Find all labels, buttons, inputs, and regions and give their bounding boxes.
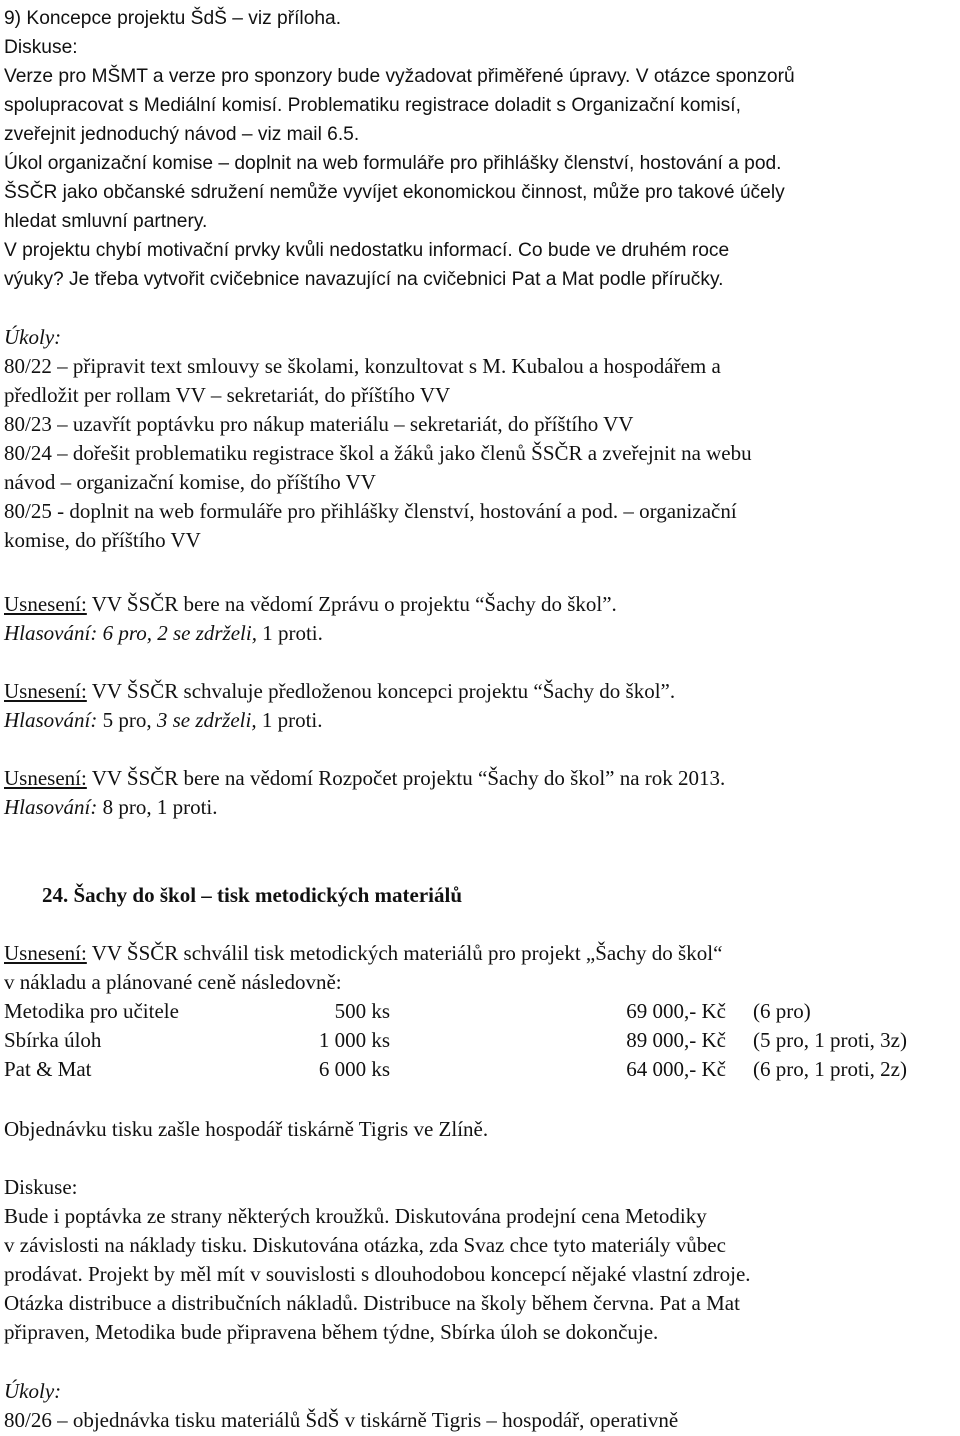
task-line: 80/22 – připravit text smlouvy se školami, konzultovat s M. Kubalou a hospodářem a xyxy=(4,354,721,378)
resolution-text: VV ŠSČR bere na vědomí Rozpočet projektu “Šachy do škol” na rok 2013. xyxy=(86,766,726,790)
resolution xyxy=(4,677,675,706)
resolution-text-cont: v nákladu a plánované ceně následovně: xyxy=(4,970,342,994)
tasks-label: Úkoly: xyxy=(4,1379,62,1403)
vote-italic: 6 pro, 2 se zdrželi, xyxy=(97,621,257,645)
task-line: 80/25 - doplnit na web formuláře pro přihlášky členství, hostování a pod. – organizační xyxy=(4,499,737,523)
discussion-line: Bude i poptávka ze strany některých kroužků. Diskutována prodejní cena Metodiky xyxy=(4,1204,707,1228)
vote-rest: 8 pro, 1 proti. xyxy=(97,795,218,819)
table-cell-price: 64 000,- Kč xyxy=(626,1057,726,1081)
table-cell-item: Pat & Mat xyxy=(4,1057,92,1081)
discussion-line: připraven, Metodika bude připravena během týdne, Sbírka úloh se dokončuje. xyxy=(4,1320,659,1344)
task-line: předložit per rollam VV – sekretariát, do příštího VV xyxy=(4,383,451,407)
discussion-line: Otázka distribuce a distribučních nákladů. Distribuce na školy během června. Pat a Mat xyxy=(4,1291,740,1315)
resolution xyxy=(4,939,722,968)
section-9-heading: 9) Koncepce projektu ŠdŠ – viz příloha. xyxy=(4,8,342,29)
discussion-line: ŠSČR jako občanské sdružení nemůže vyvíjet ekonomickou činnost, může pro takové účely xyxy=(4,182,785,203)
vote xyxy=(4,619,323,648)
discussion-line: V projektu chybí motivační prvky kvůli nedostatku informací. Co bude ve druhém roce xyxy=(4,240,730,261)
discussion-line: Úkol organizační komise – doplnit na web formuláře pro přihlášky členství, hostování a pod. xyxy=(4,153,782,174)
table-cell-item: Sbírka úloh xyxy=(4,1028,102,1052)
vote xyxy=(4,706,323,735)
tasks-label: Úkoly: xyxy=(4,325,62,349)
table-cell-price: 89 000,- Kč xyxy=(626,1028,726,1052)
table-cell-item: Metodika pro učitele xyxy=(4,999,179,1023)
table-cell-vote: (5 pro, 1 proti, 3z) xyxy=(753,1028,907,1052)
discussion-line: zveřejnit jednoduchý návod – viz mail 6.5. xyxy=(4,124,360,145)
discussion-line: prodávat. Projekt by měl mít v souvislosti s dlouhodobou koncepcí nějaké vlastní zdroje. xyxy=(4,1262,751,1286)
discussion-label: Diskuse: xyxy=(4,37,78,58)
table-cell-price: 69 000,- Kč xyxy=(626,999,726,1023)
order-note: Objednávku tisku zašle hospodář tiskárně Tigris ve Zlíně. xyxy=(4,1117,489,1141)
resolution xyxy=(4,590,617,619)
table-cell-qty: 1 000 ks xyxy=(318,1028,390,1052)
table-cell-qty: 500 ks xyxy=(334,999,390,1023)
vote-label: Hlasování: xyxy=(4,708,98,732)
discussion-line: hledat smluvní partnery. xyxy=(4,211,208,232)
discussion-line: výuky? Je třeba vytvořit cvičebnice navazující na cvičebnici Pat a Mat podle příručky. xyxy=(4,269,724,290)
discussion-line: Verze pro MŠMT a verze pro sponzory bude vyžadovat přiměřené úpravy. V otázce sponzorů xyxy=(4,66,795,87)
resolution-label: Usnesení: xyxy=(4,941,87,965)
task-line: 80/24 – dořešit problematiku registrace škol a žáků jako členů ŠSČR a zveřejnit na webu xyxy=(4,441,752,465)
table-cell-vote: (6 pro) xyxy=(753,999,811,1023)
task-line: komise, do příštího VV xyxy=(4,528,201,552)
resolution-text: VV ŠSČR bere na vědomí Zprávu o projektu “Šachy do škol”. xyxy=(86,592,617,616)
discussion-line: spolupracovat s Mediální komisí. Problematiku registrace doladit s Organizační komisí, xyxy=(4,95,741,116)
vote-rest: 5 pro, xyxy=(97,708,157,732)
vote-rest: 1 proti. xyxy=(256,621,323,645)
resolution-label: Usnesení: xyxy=(4,679,87,703)
vote-label: Hlasování: xyxy=(4,621,98,645)
table-cell-qty: 6 000 ks xyxy=(318,1057,390,1081)
resolution-text: VV ŠSČR schvaluje předloženou koncepci projektu “Šachy do škol”. xyxy=(86,679,676,703)
resolution-label: Usnesení: xyxy=(4,592,87,616)
task-line: 80/23 – uzavřít poptávku pro nákup materiálu – sekretariát, do příštího VV xyxy=(4,412,634,436)
vote-rest: 1 proti. xyxy=(256,708,323,732)
table-cell-vote: (6 pro, 1 proti, 2z) xyxy=(753,1057,907,1081)
vote xyxy=(4,793,217,822)
resolution-label: Usnesení: xyxy=(4,766,87,790)
vote-label: Hlasování: xyxy=(4,795,98,819)
task-line: 80/26 – objednávka tisku materiálů ŠdŠ v tiskárně Tigris – hospodář, operativně xyxy=(4,1408,679,1432)
discussion-label: Diskuse: xyxy=(4,1175,78,1199)
task-line: návod – organizační komise, do příštího VV xyxy=(4,470,376,494)
resolution-text: VV ŠSČR schválil tisk metodických materiálů pro projekt „Šachy do škol“ xyxy=(86,941,723,965)
resolution xyxy=(4,764,725,793)
section-24-heading: 24. Šachy do škol – tisk metodických materiálů xyxy=(42,883,463,907)
discussion-line: v závislosti na náklady tisku. Diskutována otázka, zda Svaz chce tyto materiály vůbec xyxy=(4,1233,726,1257)
vote-italic: 3 se zdrželi, xyxy=(156,708,257,732)
